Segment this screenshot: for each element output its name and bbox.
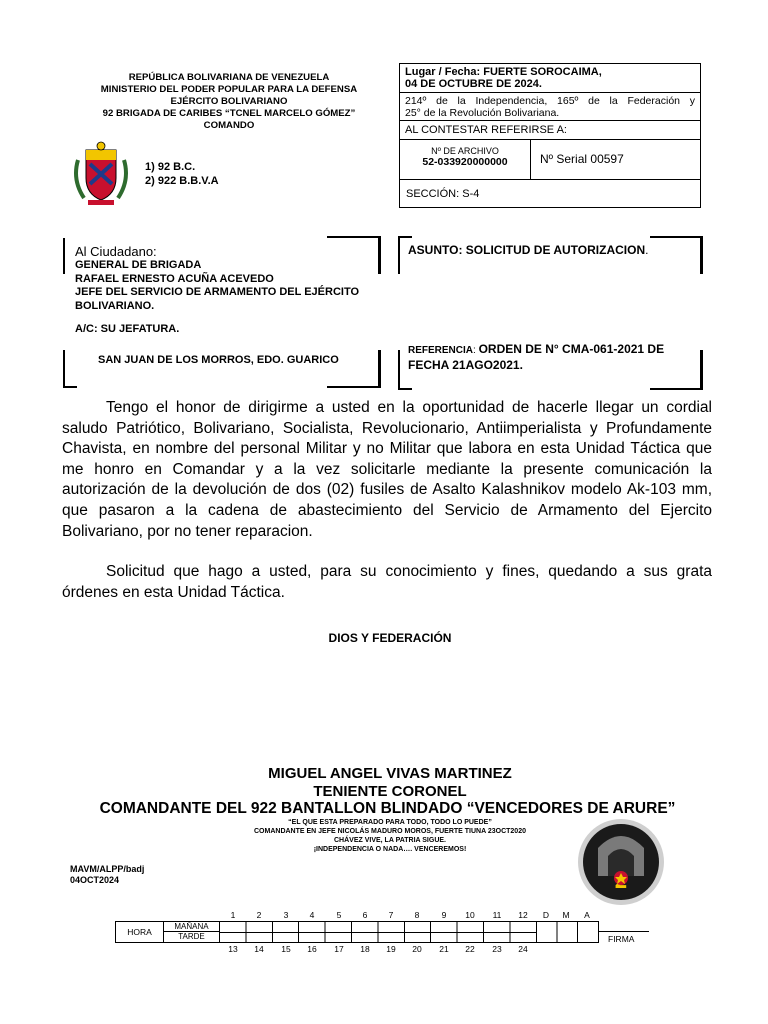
signature-line [599,931,649,932]
recipient-location: SAN JUAN DE LOS MORROS, EDO. GUARICO [98,354,339,366]
hour-number: 19 [386,944,396,954]
distribution-item: 2) 922 B.B.V.A [145,175,219,187]
letterhead-line: COMANDO [203,120,255,131]
letterhead-line: MINISTERIO DEL PODER POPULAR PARA LA DEFENSA [100,84,358,95]
greeting: Al Ciudadano: [75,244,157,259]
initials: MAVM/ALPP/badj [70,864,145,874]
hora-cell: HORA [115,921,164,943]
hour-number: 1 [230,910,236,920]
reference [408,342,698,372]
serial-number: Nº Serial 00597 [540,152,624,166]
motto-line: CHÁVEZ VIVE, LA PATRIA SIGUE. [333,837,446,844]
recipient-line: RAFAEL ERNESTO ACUÑA ACEVEDO [75,272,274,285]
delivery-schedule [115,908,655,958]
hour-number: 17 [334,944,344,954]
signer-name: MIGUEL ANGEL VIVAS MARTINEZ [268,765,512,782]
hour-number: 2 [256,910,262,920]
hour-number: 6 [362,910,368,920]
hour-number: 9 [441,910,447,920]
independence-note: 214º de la Independencia, 165º de la Federación y [405,95,695,107]
place-date: Lugar / Fecha: FUERTE SOROCAIMA, [405,66,602,78]
archive-label: Nº DE ARCHIVO [431,146,499,156]
place-date-line-2: 04 DE OCTUBRE DE 2024. [405,78,542,90]
hour-number: 14 [254,944,264,954]
hour-number: 10 [465,910,475,920]
hour-grid [220,921,537,943]
hour-number: 23 [492,944,502,954]
recipient-line: BOLIVARIANO. [75,299,155,312]
recipient-block [75,244,375,335]
hour-number: 16 [307,944,317,954]
hour-number: 11 [492,910,502,920]
hour-number: 5 [336,910,342,920]
letterhead-line: EJÉRCITO BOLIVARIANO [170,96,288,107]
attention-line: A/C: SU JEFATURA. [75,323,180,335]
day-letter: D [542,910,550,920]
distribution-list [145,160,219,188]
hour-number: 20 [412,944,422,954]
archive-number: 52-033920000000 [422,156,508,168]
firma-label: FIRMA [608,934,635,944]
body-paragraph-1: Tengo el honor de dirigirme a usted en la oportunidad de hacerle llegar un cordial saludo Patriótico, Bolivariano, Socialista, Revolucionario, Antiimperialista y Profundamente Chavista, en nombre del personal Militar y no Militar que labora en esta Unidad Táctica que me honro en Comandar y a la vez solicitarle mediante la presente comunicación la autorización de la devolución de dos (02) fusiles de Asalto Kalashnikov modelo Ak-103 mm, que pasaron a la cadena de abastecimiento del Servicio de Armamento del Ejercito Bolivariano, por no tener reparacion. [62,399,712,540]
hour-number: 21 [439,944,449,954]
signer-position: COMANDANTE DEL 922 BANTALLON BLINDADO “VENCEDORES DE ARURE” [99,800,676,817]
hour-number: 7 [388,910,394,920]
letterhead-line: 92 BRIGADA DE CARIBES “TCNEL MARCELO GÓMEZ” [102,108,356,119]
date-grid [537,921,599,943]
year-letter: A [584,910,590,920]
subject [408,243,648,257]
info-box [399,63,701,208]
hour-number: 8 [414,910,420,920]
month-letter: M [562,910,570,920]
army-crest-icon [70,140,132,208]
reply-reference-label: AL CONTESTAR REFERIRSE A: [405,124,567,136]
reference-value: ORDEN DE N° CMA-061-2021 DE [478,342,665,356]
motto-block [180,818,600,854]
closing-salutation: DIOS Y FEDERACIÓN [328,631,452,645]
hour-number: 24 [518,944,528,954]
letterhead-line: REPÚBLICA BOLIVARIANA DE VENEZUELA [128,72,330,83]
letterhead [70,72,388,132]
hour-number: 3 [283,910,289,920]
motto-line: “EL QUE ESTA PREPARADO PARA TODO, TODO LO PUEDE” [288,819,492,826]
subject-label: ASUNTO: SOLICITUD DE AUTORIZACION [408,243,646,257]
battalion-seal-icon [576,818,666,906]
body-paragraph-2: Solicitud que hago a usted, para su conocimiento y fines, quedando a sus grata órdenes en esta Unidad Táctica. [62,563,712,601]
reference-initials [70,864,144,886]
recipient-line: JEFE DEL SERVICIO DE ARMAMENTO DEL EJÉRCITO [75,286,360,298]
hour-number: 22 [465,944,475,954]
distribution-item: 1) 92 B.C. [145,161,196,173]
hour-number: 12 [518,910,528,920]
hour-number: 13 [228,944,238,954]
hour-number: 4 [309,910,315,920]
independence-note-line-2: 25° de la Revolución Bolivariana. [405,107,560,119]
reference-colon: : [473,345,479,356]
signer-rank: TENIENTE CORONEL [313,783,467,800]
recipient-line: GENERAL DE BRIGADA [75,259,202,271]
reference-value-line-2: FECHA 21AGO2021. [408,358,523,372]
motto-line: COMANDANTE EN JEFE NICOLÁS MADURO MOROS, FUERTE TIUNA 23OCT2020 [254,828,526,835]
tarde-cell: TARDE [164,932,220,943]
section-label: SECCIÓN: S-4 [406,188,480,200]
hour-number: 18 [360,944,370,954]
subject-period: . [645,243,649,257]
hour-number: 15 [281,944,291,954]
manana-cell: MAÑANA [164,921,220,932]
reference-label: REFERENCIA [408,345,474,356]
date-code: 04OCT2024 [70,875,120,885]
motto-line: ¡INDEPENDENCIA O NADA…. VENCEREMOS! [313,846,467,853]
